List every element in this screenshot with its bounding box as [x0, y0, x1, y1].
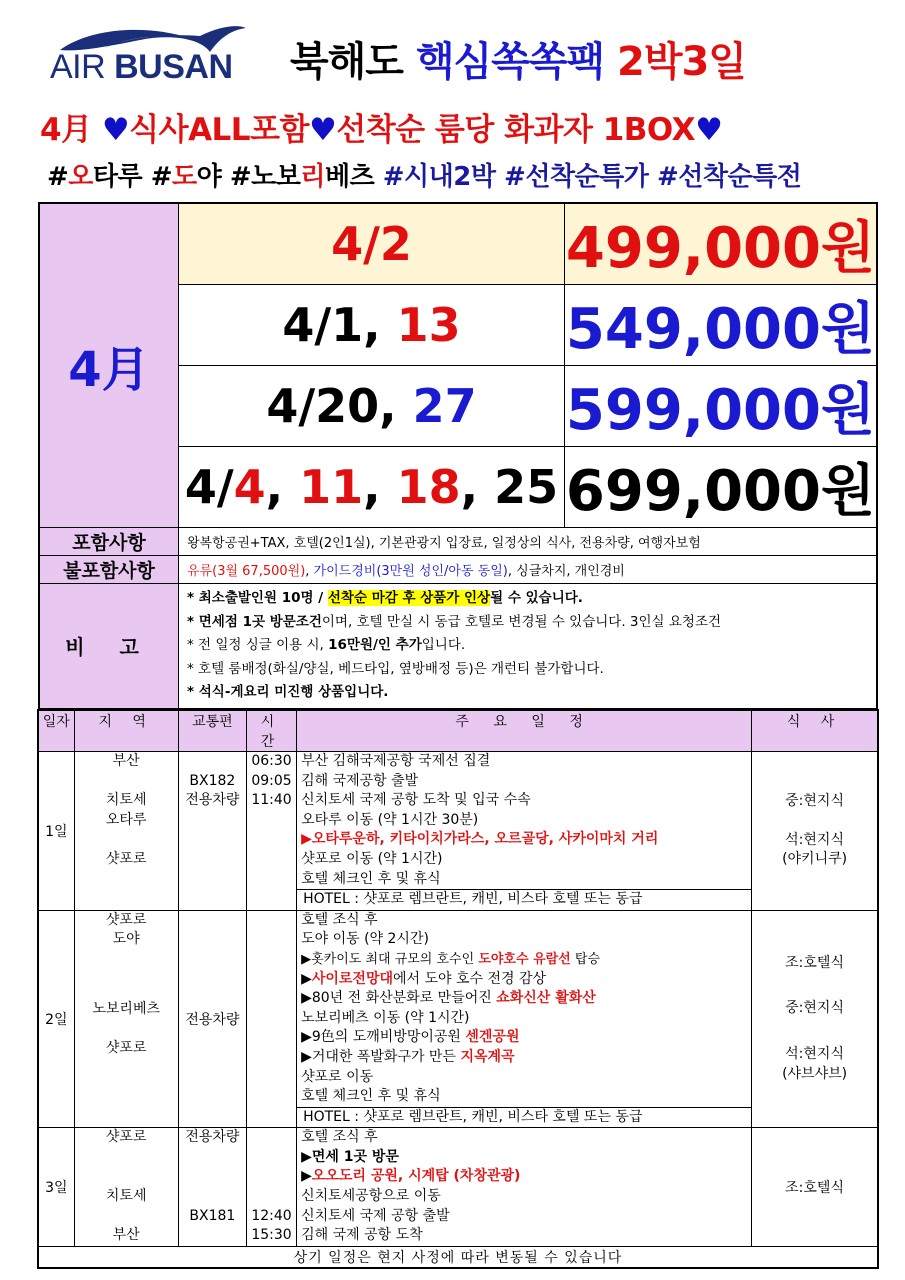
promo-line: 4月 ♥식사ALL포함♥선착순 룸당 화과자 1BOX♥ [40, 112, 723, 148]
page-title: 북해도 핵심쏙쏙팩 2박3일 [290, 39, 746, 85]
notes-label: 비 고 [39, 584, 179, 709]
departure-dates: 4/20, 27 [179, 366, 565, 447]
time-cell [246, 910, 296, 1128]
price-value: 499,000원 [565, 203, 878, 285]
transport-cell: 전용차량 BX181 [178, 1128, 246, 1247]
month-label: 4月 [39, 203, 179, 528]
hashtags: #오타루 #도야 #노보리베츠 #시내2박 #선착순특가 #선착순특전 [47, 162, 802, 192]
schedule-cell: 부산 김해국제공항 국제선 집결 김해 국제공항 출발 신치토세 국제 공항 도착 및 입국 수속 오타루 이동 (약 1시간 30분) ▶오타루운하, 키타이치가라스, 오르골당, 사카이마치 거리 샷포로 이동 (약 1시간) 호텔 체크인 후 및 휴식 HOTEL : 샷포로 렘브란트, 캐빈, 비스타 호텔 또는 동급 [297, 752, 752, 911]
header-meal: 식 사 [752, 710, 878, 752]
transport-cell: BX182 전용차량 [178, 752, 246, 911]
schedule-cell: 호텔 조식 후 ▶면세 1곳 방문 ▶오오도리 공원, 시계탑 (차창관광) 신치토세공항으로 이동 신치토세 국제 공항 출발 김해 국제 공항 도착 [297, 1128, 752, 1247]
heart-icon: ♥ [695, 112, 723, 148]
meal-cell: 조:호텔식 [752, 1128, 878, 1247]
meal-cell: 조:호텔식 중:현지식 석:현지식 (샤브샤브) [752, 910, 878, 1128]
itinerary-table [37, 709, 879, 1269]
logo-wordmark: AIR BUSAN [50, 48, 233, 86]
header-time: 시 간 [246, 710, 296, 752]
price-value: 549,000원 [565, 285, 878, 366]
notes-text: * 최소출발인원 10명 / 선착순 마감 후 상품가 인상될 수 있습니다. * 면세점 1곳 방문조건이며, 호텔 만실 시 동급 호텔로 변경될 수 있습니다. 3인실 요청조건 * 전 일정 싱글 이용 시, 16만원/인 추가입니다. * 호텔 룸배정(화실/양실, 베드타입, 옆방배정 등)은 개런티 불가합니다. * 석식-게요리 미진행 상품입니다. [179, 584, 878, 709]
transport-cell: 전용차량 [178, 910, 246, 1128]
price-value: 599,000원 [565, 366, 878, 447]
header-day: 일자 [38, 710, 74, 752]
footer-note: 상기 일정은 현지 사정에 따라 변동될 수 있습니다 [38, 1246, 878, 1268]
price-row [39, 203, 877, 285]
day-label: 2일 [38, 910, 74, 1128]
excluded-text: 유류(3월 67,500원), 가이드경비(3만원 성인/아동 동일), 싱글차지, 개인경비 [179, 556, 878, 584]
time-cell: 12:40 15:30 [246, 1128, 296, 1247]
region-cell: 샷포로 도야 노보리베츠 샷포로 [74, 910, 178, 1128]
heart-icon: ♥ [101, 112, 130, 148]
day-row [38, 1128, 878, 1247]
day-row [38, 910, 878, 1128]
price-value: 699,000원 [565, 447, 878, 528]
departure-dates: 4/1, 13 [179, 285, 565, 366]
meal-cell: 중:현지식 석:현지식 (야키니쿠) [752, 752, 878, 911]
departure-dates: 4/2 [179, 203, 565, 285]
included-text: 왕복항공권+TAX, 호텔(2인1실), 기본관광지 입장료, 일정상의 식사, 전용차량, 여행자보험 [179, 528, 878, 556]
departure-dates: 4/4, 11, 18, 25 [179, 447, 565, 528]
excluded-label: 불포함사항 [39, 556, 179, 584]
price-table [38, 202, 878, 710]
header-region: 지 역 [74, 710, 178, 752]
region-cell: 부산 치토세 오타루 샷포로 [74, 752, 178, 911]
schedule-cell: 호텔 조식 후 도야 이동 (약 2시간) ▶홋카이도 최대 규모의 호수인 도야호수 유람선 탑승 ▶사이로전망대에서 도야 호수 전경 감상 ▶80년 전 화산분화로 만들어진 쇼화신산 활화산 노보리베츠 이동 (약 1시간) ▶9色의 도깨비방망이공원 센겐공원 ▶거대한 폭발화구가 만든 지옥계곡 샷포로 이동 호텔 체크인 후 및 휴식 HOTEL : 샷포로 렘브란트, 캐빈, 비스타 호텔 또는 동급 [297, 910, 752, 1128]
region-cell: 샷포로 치토세 부산 [74, 1128, 178, 1247]
hotel-info: HOTEL : 샷포로 렘브란트, 캐빈, 비스타 호텔 또는 동급 [297, 1107, 751, 1128]
day-row [38, 752, 878, 911]
day-label: 1일 [38, 752, 74, 911]
header-schedule: 주 요 일 정 [297, 710, 752, 752]
day-label: 3일 [38, 1128, 74, 1247]
heart-icon: ♥ [308, 112, 337, 148]
time-cell: 06:30 09:05 11:40 [246, 752, 296, 911]
included-label: 포함사항 [39, 528, 179, 556]
hotel-info: HOTEL : 샷포로 렘브란트, 캐빈, 비스타 호텔 또는 동급 [297, 889, 751, 910]
header-transport: 교통편 [178, 710, 246, 752]
